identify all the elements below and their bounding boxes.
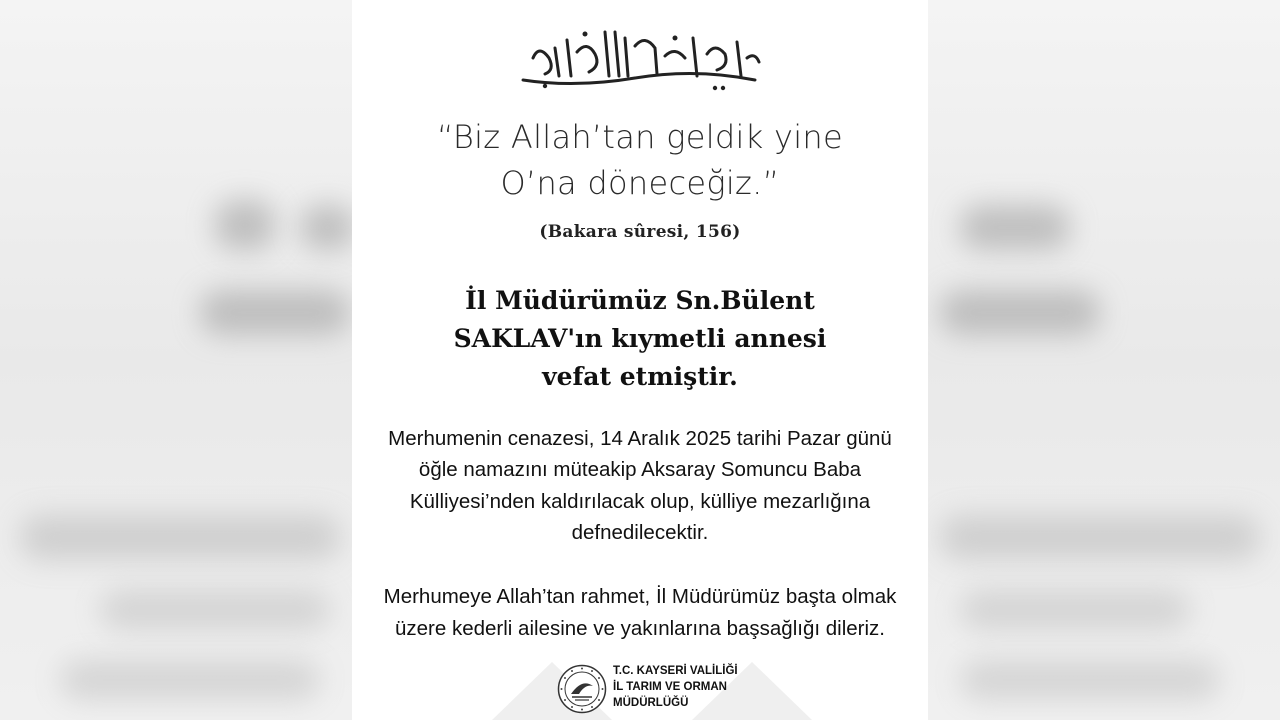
- quote-line-2: O’na döneceğiz.”: [500, 164, 780, 202]
- blurred-shape: [960, 205, 1070, 250]
- blurred-shape: [215, 200, 275, 250]
- headline-line-2: SAKLAV'ın kıymetli annesi: [453, 324, 827, 353]
- funeral-info-line-2: öğle namazını müteakip Aksaray Somuncu Baba: [418, 458, 862, 481]
- organization-line-3: MÜDÜRLÜĞÜ: [613, 697, 689, 709]
- funeral-info-line-3: Külliyesi’nden kaldırılacak olup, külliye mezarlığına: [409, 490, 871, 513]
- blurred-shape: [960, 660, 1220, 700]
- blurred-shape: [20, 515, 340, 560]
- quote-source: (Bakara sûresi, 156): [539, 222, 741, 242]
- blurred-shape: [940, 290, 1100, 335]
- headline-line-3: vefat etmiştir.: [542, 362, 738, 391]
- blurred-shape: [60, 660, 320, 700]
- condolence-card: [352, 0, 928, 720]
- blurred-shape: [940, 515, 1260, 560]
- ministry-seal-icon: [557, 664, 607, 714]
- condolence-line-2: üzere kederli ailesine ve yakınlarına başsağlığı dileriz.: [395, 617, 885, 640]
- blurred-shape: [960, 590, 1190, 630]
- bismillah-calligraphy: [515, 18, 765, 94]
- organization-line-1: T.C. KAYSERİ VALİLİĞİ: [613, 665, 738, 677]
- blurred-shape: [100, 590, 330, 630]
- funeral-info-line-1: Merhumenin cenazesi, 14 Aralık 2025 tarihi Pazar günü: [388, 427, 892, 450]
- quote-line-1: “Biz Allah’tan geldik yine: [436, 118, 844, 156]
- blurred-shape: [300, 205, 355, 250]
- condolence-line-1: Merhumeye Allah’tan rahmet, İl Müdürümüz başta olmak: [383, 585, 897, 608]
- headline-line-1: İl Müdürümüz Sn.Bülent: [465, 286, 815, 315]
- blurred-shape: [200, 290, 350, 335]
- organization-line-2: İL TARIM VE ORMAN: [613, 681, 727, 693]
- funeral-info-line-4: defnedilecektir.: [571, 521, 709, 544]
